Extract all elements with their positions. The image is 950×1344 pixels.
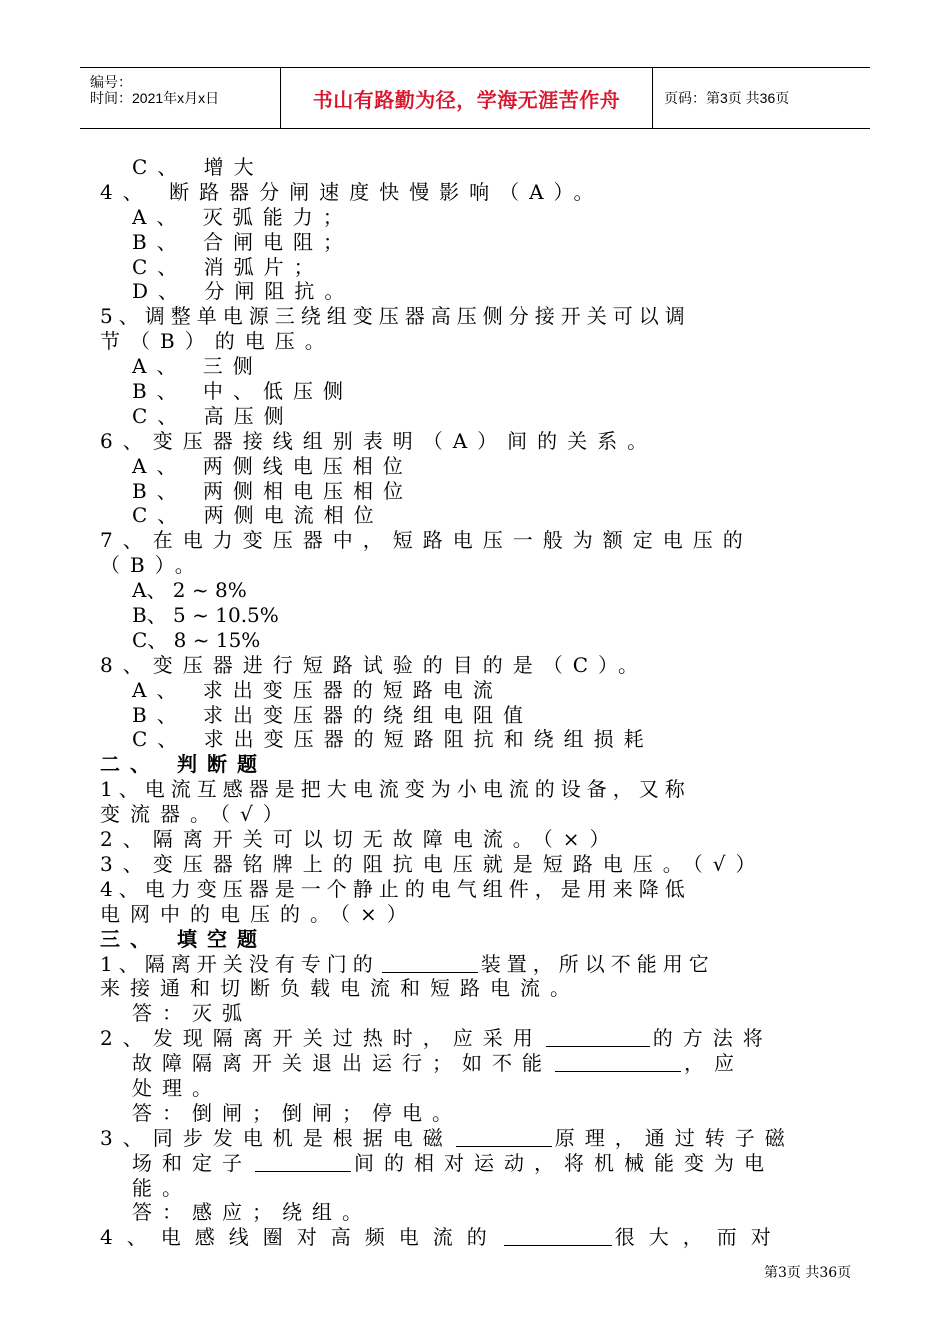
fill-in-question xyxy=(100,1026,842,1051)
section-heading: 三、 填空题 xyxy=(100,926,267,951)
footer-page-label: 第3页 共36页 xyxy=(764,1265,852,1281)
text-line: 2、隔离开关可以切无故障电流。（×） xyxy=(100,827,620,852)
text-line: B、 两侧相电压相位 xyxy=(132,478,414,503)
text-line: 能。 xyxy=(132,1175,192,1200)
text-line: 7、在电力变压器中，短路电压一般为额定电压的 xyxy=(100,528,753,553)
text-line: A、 三侧 xyxy=(132,354,263,379)
header-meta xyxy=(80,68,280,128)
document-body xyxy=(100,155,842,1250)
text-line: A、 灭弧能力； xyxy=(132,204,353,229)
text-line: B、 5 ~ 10.5% xyxy=(132,603,279,628)
text-line: D、 分闸阻抗。 xyxy=(132,279,355,304)
text-segment: ，应 xyxy=(684,1051,744,1076)
text-segment: 4、电感线圈对高频电流的 xyxy=(100,1225,501,1250)
text-line: 节（B）的电压。 xyxy=(100,329,335,354)
text-line: 5、调整单电源三绕组变压器高压侧分接开关可以调 xyxy=(100,304,691,329)
text-segment: 原理，通过转子磁 xyxy=(554,1125,795,1150)
text-line: B、 求出变压器的绕组电阻值 xyxy=(132,702,534,727)
fill-in-question xyxy=(100,1051,842,1076)
text-line: A、 两侧线电压相位 xyxy=(132,453,413,478)
text-line: B、 中、低压侧 xyxy=(132,379,354,404)
text-line: C、 两侧电流相位 xyxy=(132,503,384,528)
text-line: 1、电流互感器是把大电流变为小电流的设备，又称 xyxy=(100,777,691,802)
text-line: 3、变压器铭牌上的阻抗电压就是短路电压。（√） xyxy=(100,851,766,876)
text-line: 4、 断路器分闸速度快慢影响（A）。 xyxy=(100,179,604,204)
answer-blank xyxy=(546,1028,650,1047)
text-segment: 很大，而对 xyxy=(614,1225,785,1250)
text-line: 8、变压器进行短路试验的目的是（C）。 xyxy=(100,652,649,677)
text-line: 6、变压器接线组别表明（A）间的关系。 xyxy=(100,428,658,453)
answer-line: 答：灭弧 xyxy=(132,1001,252,1026)
header-table xyxy=(80,67,870,129)
text-segment: 3、同步发电机是根据电磁 xyxy=(100,1125,453,1150)
answer-blank xyxy=(382,954,478,973)
text-line: B、 合闸电阻； xyxy=(132,229,354,254)
time-label: 时间：2021年x月x日 xyxy=(90,90,220,106)
text-line: C、 求出变压器的短路阻抗和绕组损耗 xyxy=(132,727,654,752)
text-line: 4、电力变压器是一个静止的电气组件，是用来降低 xyxy=(100,876,691,901)
text-line: C、 高压侧 xyxy=(132,403,294,428)
answer-blank xyxy=(456,1128,552,1147)
text-segment: 间的相对运动，将机械能变为电 xyxy=(354,1150,774,1175)
text-segment: 场和定子 xyxy=(132,1150,252,1175)
text-line: 电网中的电压的。（×） xyxy=(100,901,417,926)
text-line: A、 求出变压器的短路电流 xyxy=(132,677,503,702)
text-segment: 装置，所以不能用它 xyxy=(480,951,715,976)
text-segment: 2、发现隔离开关过热时，应采用 xyxy=(100,1026,543,1051)
text-line: 处理。 xyxy=(132,1075,222,1100)
fill-in-question xyxy=(100,1151,842,1176)
fill-in-question xyxy=(100,1225,842,1250)
text-segment: 1、隔离开关没有专门的 xyxy=(100,951,379,976)
text-line: 来接通和切断负载电流和短路电流。 xyxy=(100,976,580,1001)
text-line: （B）。 xyxy=(100,553,205,578)
answer-line: 答：感应；绕组。 xyxy=(132,1200,372,1225)
text-line: C、 8 ~ 15% xyxy=(132,627,261,652)
text-line: C、 增大 xyxy=(132,155,264,179)
fill-in-question xyxy=(100,1126,842,1151)
header-page-label: 页码：第3页 共36页 xyxy=(664,90,790,106)
answer-blank xyxy=(555,1053,681,1072)
header-divider xyxy=(652,68,653,128)
answer-line: 答：倒闸；倒闸；停电。 xyxy=(132,1100,462,1125)
text-segment: 故障隔离开关退出运行；如不能 xyxy=(132,1051,552,1076)
section-heading: 二、 判断题 xyxy=(100,752,267,777)
text-line: C、 消弧片； xyxy=(132,254,324,279)
text-line: A、 2 ~ 8% xyxy=(132,578,247,603)
text-segment: 的方法将 xyxy=(652,1026,773,1051)
fill-in-question xyxy=(100,952,842,977)
number-label: 编号： xyxy=(90,74,132,90)
answer-blank xyxy=(255,1153,351,1172)
header-motto: 书山有路勤为径，学海无涯苦作舟 xyxy=(312,87,621,112)
answer-blank xyxy=(504,1227,612,1246)
text-line: 变流器。（√） xyxy=(100,802,293,827)
